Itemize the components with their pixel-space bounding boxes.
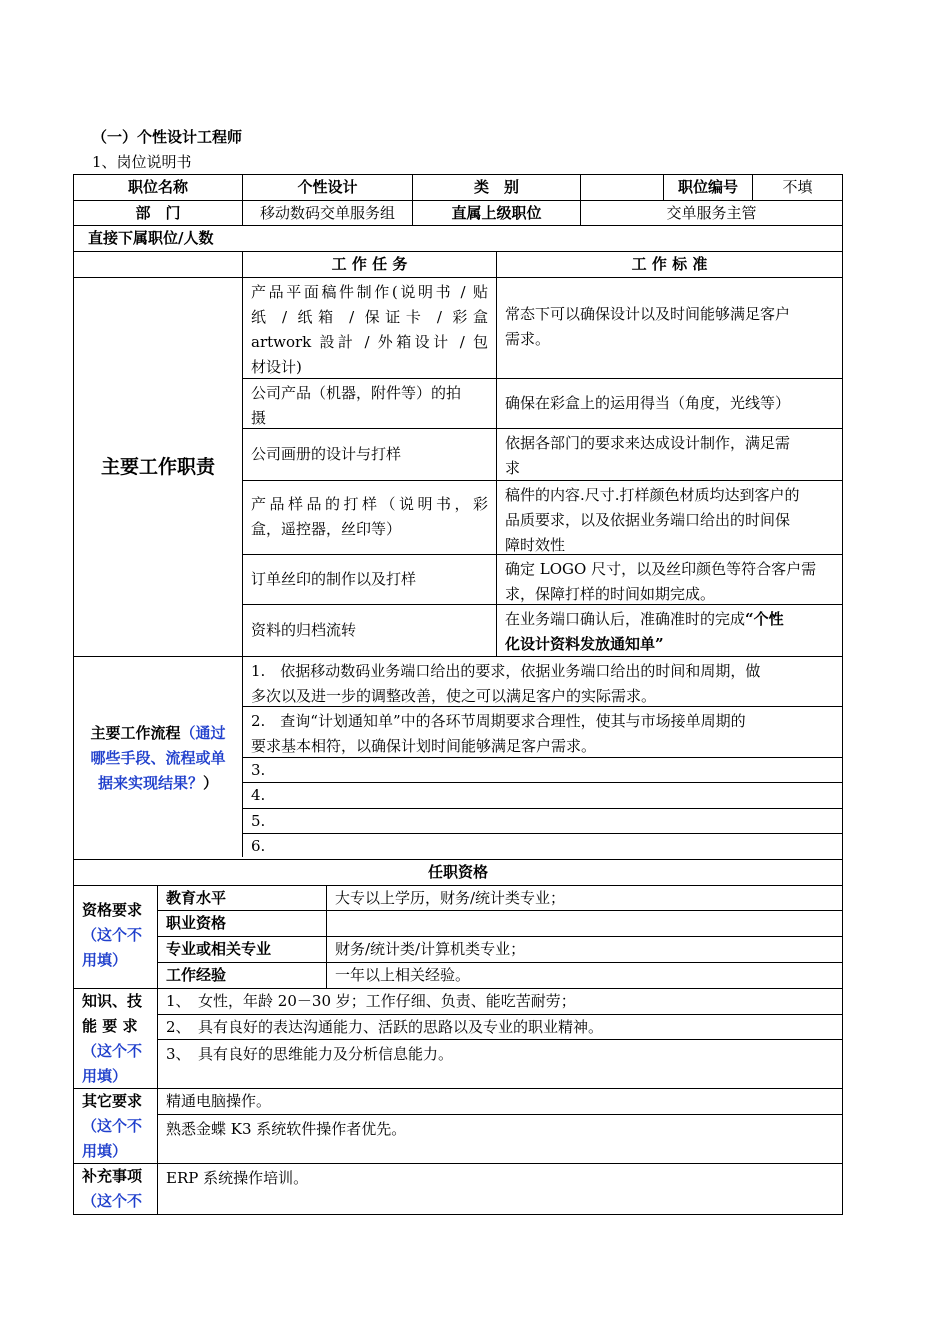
subordinates-label: 直接下属职位/人数 bbox=[88, 229, 214, 247]
process-item-3: 3. bbox=[251, 760, 266, 779]
skill-item-3: 3、 具有良好的思维能力及分析信息能力。 bbox=[166, 1045, 454, 1063]
process-item-5: 5. bbox=[251, 811, 266, 830]
task-header: 工 作 任 务 bbox=[331, 255, 408, 273]
department-value: 移动数码交单服务组 bbox=[259, 203, 395, 222]
duty-task-5: 订单丝印的制作以及打样 bbox=[251, 570, 417, 588]
education-label: 教育水平 bbox=[166, 888, 227, 907]
duty-task-6: 资料的归档流转 bbox=[251, 621, 357, 639]
subordinates-value bbox=[300, 226, 840, 251]
duty-standard-4: 稿件的内容.尺寸.打样颜色材质均达到客户的 品质要求，以及依据业务端口给出的时间保 障时效性 bbox=[505, 486, 800, 554]
position-name-label: 职位名称 bbox=[127, 178, 188, 196]
education-value: 大专以上学历，财务/统计类专业； bbox=[335, 888, 566, 907]
department-label: 部 门 bbox=[135, 203, 181, 222]
category-label: 类 别 bbox=[473, 178, 519, 196]
duty-task-4: 产品样品的打样（说明书，彩 盒，遥控器，丝印等） bbox=[251, 495, 488, 538]
duty-standard-1: 常态下可以确保设计以及时间能够满足客户 需求。 bbox=[505, 305, 791, 348]
process-item-6: 6. bbox=[251, 837, 266, 855]
certification-label: 职业资格 bbox=[166, 914, 227, 932]
duty-standard-3: 依据各部门的要求来达成设计制作，满足需 求 bbox=[505, 434, 791, 477]
duties-label: 主要工作职责 bbox=[100, 455, 215, 478]
certification-value bbox=[327, 911, 842, 936]
duty-standard-5: 确定 LOGO 尺寸，以及丝印颜色等符合客户需 求，保障打样的时间如期完成。 bbox=[505, 560, 817, 603]
skill-item-2: 2、 具有良好的表达沟通能力、活跃的思路以及专业的职业精神。 bbox=[166, 1017, 604, 1036]
section-title: （一）个性设计工程师 bbox=[92, 128, 243, 146]
duty-task-3: 公司画册的设计与打样 bbox=[251, 445, 402, 463]
requirements-label: 资格要求 （这个不 用填） bbox=[82, 901, 143, 969]
other-requirement-1: 精通电脑操作。 bbox=[166, 1092, 272, 1110]
experience-label: 工作经验 bbox=[166, 966, 227, 984]
duty-task-2: 公司产品（机器，附件等）的拍 摄 bbox=[251, 384, 462, 427]
superior-label: 直属上级职位 bbox=[451, 203, 542, 222]
position-code-label: 职位编号 bbox=[677, 178, 738, 196]
major-value: 财务/统计类/计算机类专业； bbox=[335, 940, 526, 958]
standard-header: 工 作 标 准 bbox=[631, 255, 708, 273]
duty-standard-2: 确保在彩盒上的运用得当（角度，光线等） bbox=[505, 394, 791, 412]
supplementary-value: ERP 系统操作培训。 bbox=[166, 1169, 309, 1187]
experience-value: 一年以上相关经验。 bbox=[335, 966, 471, 984]
category-value bbox=[581, 175, 663, 200]
process-item-1: 1. 依据移动数码业务端口给出的要求，依据业务端口给出的时间和周期，做 多次以及进一步的调整改善，使之可以满足客户的实际需求。 bbox=[251, 662, 761, 705]
position-code-value: 不填 bbox=[782, 178, 813, 196]
major-label: 专业或相关专业 bbox=[166, 940, 272, 958]
duty-task-1: 产品平面稿件制作(说明书 / 贴 纸 / 纸箱 / 保证卡 / 彩盒 artwork 設計 / 外箱设计 / 包 材设计) bbox=[251, 283, 488, 376]
skills-label: 知识、技 能 要 求 （这个不 用填） bbox=[82, 992, 143, 1085]
skill-item-1: 1、 女性，年龄 20－30 岁；工作仔细、负责、能吃苦耐劳； bbox=[166, 992, 576, 1010]
process-item-2: 2. 查询“计划通知单”中的各环节周期要求合理性，使其与市场接单周期的 要求基本相符，以确保计划时间能够满足客户需求。 bbox=[251, 712, 746, 755]
subsection-title: 1、岗位说明书 bbox=[92, 153, 192, 171]
other-requirements-label: 其它要求 （这个不 用填） bbox=[82, 1092, 143, 1160]
superior-value: 交单服务主管 bbox=[666, 203, 757, 222]
duty-standard-6: 在业务端口确认后，准确准时的完成“个性 化设计资料发放通知单” bbox=[505, 610, 784, 653]
qualifications-title: 任职资格 bbox=[427, 863, 488, 881]
position-name-value: 个性设计 bbox=[297, 178, 358, 196]
supplementary-label: 补充事项 （这个不 bbox=[82, 1167, 143, 1210]
other-requirement-2: 熟悉金蝶 K3 系统软件操作者优先。 bbox=[166, 1120, 407, 1138]
process-item-4: 4. bbox=[251, 786, 266, 804]
process-label: 主要工作流程（通过 哪些手段、流程或单 据来实现结果？） bbox=[90, 723, 226, 792]
